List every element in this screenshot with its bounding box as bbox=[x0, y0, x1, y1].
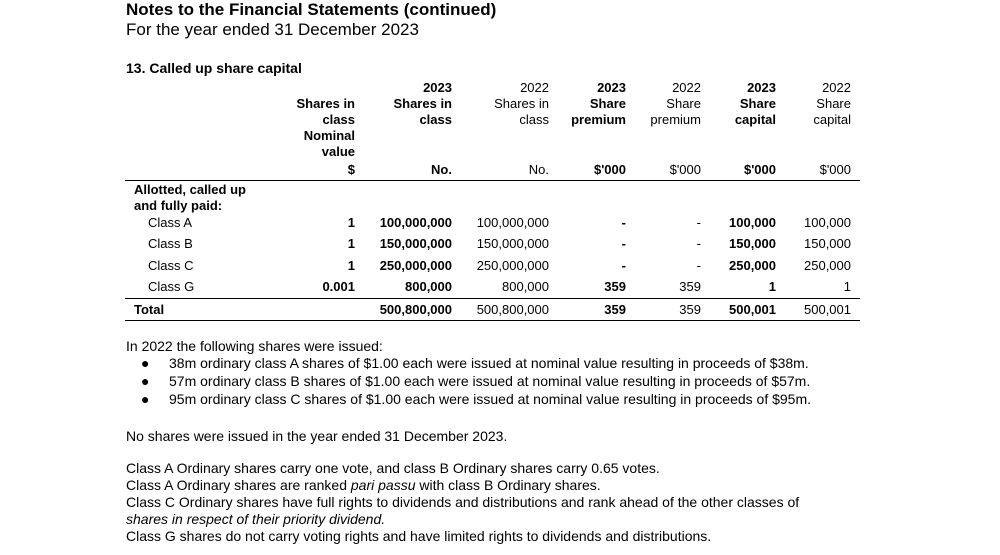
table-cell: - bbox=[621, 215, 626, 230]
table-rule bbox=[125, 180, 860, 181]
total-cell: 500,800,000 bbox=[476, 302, 549, 317]
column-header: capital bbox=[813, 112, 851, 127]
table-cell: 0.001 bbox=[322, 279, 355, 294]
page-subtitle: For the year ended 31 December 2023 bbox=[126, 20, 419, 39]
column-unit: $ bbox=[347, 162, 355, 177]
bullet-item: 57m ordinary class B shares of $1.00 each were issued at nominal value resulting in proceeds of $57m. bbox=[169, 373, 811, 389]
table-cell: 100,000 bbox=[804, 215, 851, 230]
table-cell: 800,000 bbox=[405, 279, 452, 294]
rights-line: Class C Ordinary shares have full rights to dividends and distributions and rank ahead of the other classes of bbox=[126, 494, 800, 510]
table-cell: 100,000,000 bbox=[379, 215, 452, 230]
column-year: 2022 bbox=[520, 80, 549, 95]
bullet-item: 95m ordinary class C shares of $1.00 each were issued at nominal value resulting in proceeds of $95m. bbox=[169, 391, 812, 407]
table-cell: 359 bbox=[604, 279, 626, 294]
group-label: and fully paid: bbox=[134, 198, 223, 213]
column-header: premium bbox=[650, 112, 701, 127]
column-header: Shares in bbox=[494, 96, 549, 111]
table-cell: 250,000 bbox=[729, 258, 776, 273]
column-header: Shares in bbox=[393, 96, 452, 111]
group-label: Allotted, called up bbox=[134, 182, 246, 197]
table-cell: 250,000 bbox=[804, 258, 851, 273]
table-cell: - bbox=[621, 236, 626, 251]
column-unit: $'000 bbox=[819, 162, 851, 177]
table-cell: 1 bbox=[768, 279, 776, 294]
column-unit: $'000 bbox=[593, 162, 626, 177]
row-label: Class B bbox=[148, 236, 193, 251]
bullet-glyph: ● bbox=[141, 391, 150, 407]
section-heading: 13. Called up share capital bbox=[126, 60, 302, 76]
bullet-glyph: ● bbox=[141, 355, 150, 371]
column-unit: No. bbox=[528, 162, 549, 177]
rights-line: Class A Ordinary shares carry one vote, and class B Ordinary shares carry 0.65 votes. bbox=[126, 460, 660, 476]
table-cell: 100,000,000 bbox=[476, 215, 549, 230]
column-header: premium bbox=[571, 112, 626, 127]
row-label: Class A bbox=[148, 215, 193, 230]
total-label: Total bbox=[134, 302, 165, 317]
total-cell: 359 bbox=[679, 302, 701, 317]
table-rule bbox=[125, 320, 860, 321]
rights-line bbox=[126, 477, 601, 494]
rights-italic-term: pari passu bbox=[350, 477, 416, 493]
table-cell: 1 bbox=[347, 258, 355, 273]
column-header: Share bbox=[816, 96, 851, 111]
rights-line: shares in respect of their priority dividend. bbox=[126, 511, 386, 527]
table-cell: - bbox=[696, 258, 701, 273]
table-cell: 150,000 bbox=[729, 236, 776, 251]
total-cell: 500,001 bbox=[729, 302, 776, 317]
table-cell: 1 bbox=[843, 279, 851, 294]
column-year: 2022 bbox=[672, 80, 701, 95]
total-cell: 500,001 bbox=[804, 302, 851, 317]
no-shares-note: No shares were issued in the year ended 31 December 2023. bbox=[126, 428, 508, 444]
table-cell: 250,000,000 bbox=[379, 258, 452, 273]
table-cell: 800,000 bbox=[502, 279, 549, 294]
issued-intro: In 2022 the following shares were issued: bbox=[126, 338, 383, 354]
column-header: capital bbox=[734, 112, 776, 127]
column-year: 2023 bbox=[423, 80, 452, 95]
column-header: Shares in bbox=[296, 96, 355, 111]
column-header: Share bbox=[666, 96, 701, 111]
row-label: Class C bbox=[148, 258, 194, 273]
page-title: Notes to the Financial Statements (continued) bbox=[126, 0, 497, 19]
column-header: Share bbox=[739, 96, 776, 111]
table-rule bbox=[125, 298, 860, 299]
table-cell: 150,000 bbox=[804, 236, 851, 251]
table-cell: - bbox=[621, 258, 626, 273]
column-header: class bbox=[519, 112, 549, 127]
row-label: Class G bbox=[148, 279, 195, 294]
bullet-item: 38m ordinary class A shares of $1.00 each were issued at nominal value resulting in proceeds of $38m. bbox=[169, 355, 809, 371]
column-header: Nominal bbox=[303, 128, 355, 143]
bullet-glyph: ● bbox=[141, 373, 150, 389]
rights-line: Class G shares do not carry voting rights and have limited rights to dividends and distributions. bbox=[126, 528, 712, 544]
column-year: 2023 bbox=[747, 80, 776, 95]
table-cell: 100,000 bbox=[729, 215, 776, 230]
column-unit: $'000 bbox=[743, 162, 776, 177]
table-cell: - bbox=[696, 236, 701, 251]
column-year: 2023 bbox=[597, 80, 626, 95]
total-cell: 500,800,000 bbox=[379, 302, 452, 317]
table-cell: 250,000,000 bbox=[476, 258, 549, 273]
column-header: class bbox=[419, 112, 452, 127]
column-year: 2022 bbox=[822, 80, 851, 95]
column-unit: $'000 bbox=[669, 162, 701, 177]
total-cell: 359 bbox=[604, 302, 626, 317]
table-cell: - bbox=[696, 215, 701, 230]
rights-text: with class B Ordinary shares. bbox=[415, 477, 601, 493]
column-header: value bbox=[321, 144, 355, 159]
table-cell: 150,000,000 bbox=[379, 236, 452, 251]
column-header: class bbox=[322, 112, 355, 127]
table-cell: 1 bbox=[347, 236, 355, 251]
rights-text: Class A Ordinary shares are ranked bbox=[126, 477, 351, 493]
table-cell: 150,000,000 bbox=[476, 236, 549, 251]
table-cell: 359 bbox=[679, 279, 701, 294]
column-header: Share bbox=[589, 96, 626, 111]
table-cell: 1 bbox=[347, 215, 355, 230]
column-unit: No. bbox=[431, 162, 452, 177]
